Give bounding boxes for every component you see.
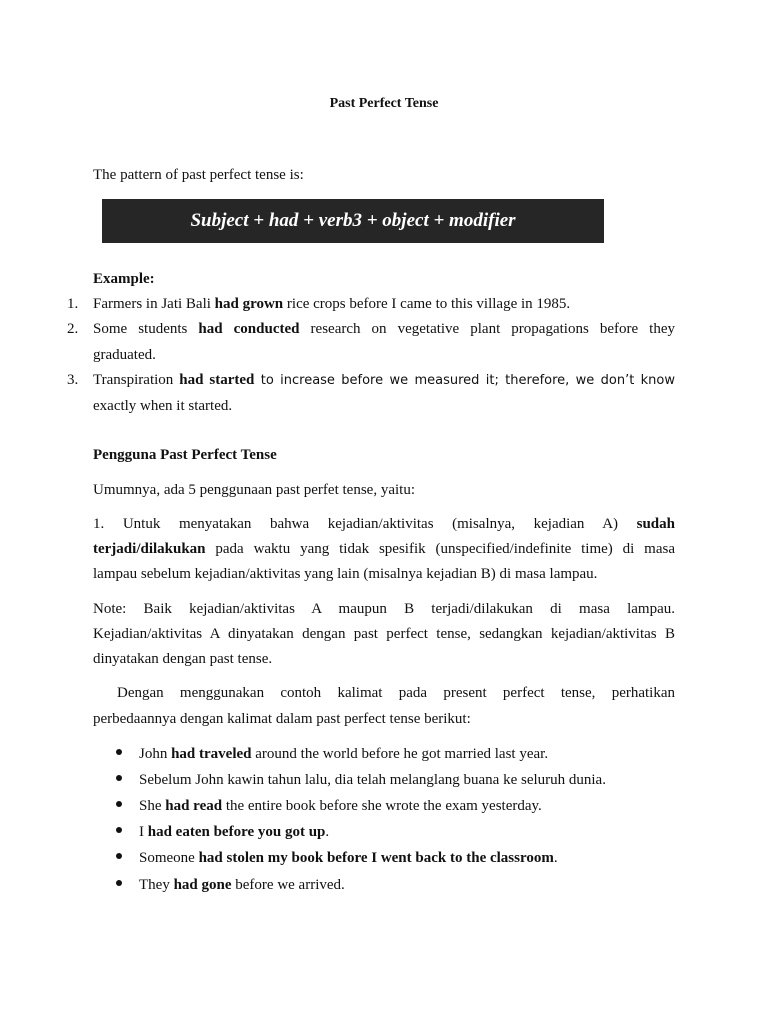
example-emphasis: had grown bbox=[214, 296, 284, 312]
bullet-dot bbox=[116, 880, 122, 886]
example-number: 1. bbox=[67, 296, 79, 312]
usage-paragraph-line bbox=[93, 515, 675, 533]
bullet-item bbox=[139, 745, 548, 763]
bullet-text: She bbox=[139, 798, 166, 814]
contrast-line: perbedaannya dengan kalimat dalam past perfect tense berikut: bbox=[93, 711, 471, 727]
example-line: graduated. bbox=[93, 347, 156, 363]
example-number: 3. bbox=[67, 372, 79, 388]
usage-text: 1. Untuk menyatakan bahwa kejadian/aktivitas (misalnya, kejadian A) bbox=[93, 516, 637, 532]
bullet-text: Sebelum John kawin tahun lalu, dia telah melanglang buana ke seluruh dunia. bbox=[139, 772, 606, 788]
page-title: Past Perfect Tense bbox=[329, 96, 439, 111]
example-text: to increase before we measured it; therefore, we don’t know bbox=[254, 373, 675, 388]
bullet-item bbox=[139, 876, 345, 894]
contrast-line: Dengan menggunakan contoh kalimat pada present perfect tense, perhatikan bbox=[117, 685, 675, 701]
usage-text: pada waktu yang tidak spesifik (unspecified/indefinite time) di masa bbox=[205, 541, 675, 557]
bullet-dot bbox=[116, 801, 122, 807]
bullet-item bbox=[139, 849, 558, 867]
bullet-text: They bbox=[139, 877, 174, 893]
example-text: Some students bbox=[93, 321, 199, 337]
bullet-emphasis: had read bbox=[165, 798, 223, 814]
bullet-text: . bbox=[325, 824, 330, 840]
example-number: 2. bbox=[67, 321, 79, 337]
example-emphasis: had conducted bbox=[198, 321, 300, 337]
formula-box bbox=[102, 199, 604, 243]
note-line: Note: Baik kejadian/aktivitas A maupun B terjadi/dilakukan di masa lampau. bbox=[93, 601, 675, 617]
usage-paragraph-line: lampau sebelum kejadian/aktivitas yang lain (misalnya kejadian B) di masa lampau. bbox=[93, 566, 598, 582]
example-emphasis: had started bbox=[179, 372, 255, 388]
bullet-text: . bbox=[553, 850, 558, 866]
bullet-dot bbox=[116, 827, 122, 833]
example-line bbox=[93, 320, 675, 338]
bullet-item bbox=[139, 823, 329, 841]
bullet-item bbox=[139, 771, 606, 789]
example-text: research on vegetative plant propagations before they bbox=[299, 321, 675, 337]
section-heading: Pengguna Past Perfect Tense bbox=[93, 447, 277, 463]
bullet-text: John bbox=[139, 746, 172, 762]
bullet-dot bbox=[116, 775, 122, 781]
example-line bbox=[93, 295, 570, 313]
usage-paragraph-line bbox=[93, 540, 675, 558]
pattern-intro: The pattern of past perfect tense is: bbox=[93, 167, 304, 183]
example-text: Farmers in Jati Bali bbox=[93, 296, 215, 312]
example-line bbox=[93, 371, 675, 389]
example-text: rice crops before I came to this village in 1985. bbox=[283, 296, 571, 312]
note-line: dinyatakan dengan past tense. bbox=[93, 651, 273, 667]
bullet-emphasis: had gone bbox=[173, 877, 232, 893]
bullet-emphasis: had traveled bbox=[171, 746, 252, 762]
bullet-text: I bbox=[139, 824, 148, 840]
example-text: Transpiration bbox=[93, 372, 180, 388]
usage-emphasis: terjadi/dilakukan bbox=[93, 541, 206, 557]
bullet-text: before we arrived. bbox=[231, 877, 345, 893]
bullet-text: Someone bbox=[139, 850, 199, 866]
bullet-item bbox=[139, 797, 542, 815]
bullet-text: around the world before he got married last year. bbox=[251, 746, 549, 762]
example-line: exactly when it started. bbox=[93, 398, 233, 414]
bullet-emphasis: had stolen my book before I went back to the classroom bbox=[198, 850, 554, 866]
bullet-text: the entire book before she wrote the exam yesterday. bbox=[222, 798, 542, 814]
note-line: Kejadian/aktivitas A dinyatakan dengan past perfect tense, sedangkan kejadian/aktivitas B bbox=[93, 626, 675, 642]
bullet-emphasis: had eaten before you got up bbox=[147, 824, 326, 840]
example-heading: Example: bbox=[93, 271, 155, 287]
bullet-dot bbox=[116, 853, 122, 859]
bullet-dot bbox=[116, 749, 122, 755]
formula-text: Subject + had + verb3 + object + modifier bbox=[190, 210, 516, 231]
usage-emphasis: sudah bbox=[636, 516, 675, 532]
usage-intro: Umumnya, ada 5 penggunaan past perfet tense, yaitu: bbox=[93, 482, 415, 498]
